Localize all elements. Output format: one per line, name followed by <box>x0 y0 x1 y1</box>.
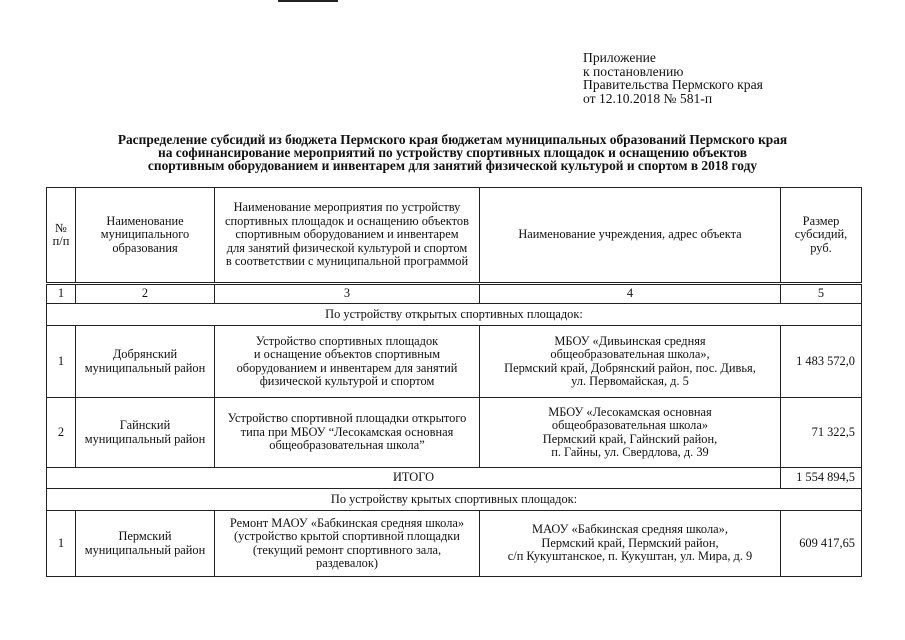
row-institution: МБОУ «Лесокамская основная общеобразовательная школа» Пермский край, Гайнский район, п. Гайны, ул. Свердлова, д. 39 <box>480 398 781 468</box>
section-row <box>47 489 862 511</box>
appendix-line: к постановлению <box>583 63 684 79</box>
row-municipality: Гайнский муниципальный район <box>76 398 215 468</box>
row-municipality: Пермский муниципальный район <box>76 511 215 577</box>
table-header-row <box>47 188 862 284</box>
section-closed-label: По устройству крытых спортивных площадок: <box>47 489 862 511</box>
row-activity: Ремонт МАОУ «Бабкинская средняя школа» (устройство крытой спортивной площадки (текущий ремонт спортивного зала, раздевалок) <box>215 511 480 577</box>
table-row <box>47 511 862 577</box>
row-institution: МБОУ «Дивьинская средняя общеобразовательная школа», Пермский край, Добрянский район, пос. Дивья, ул. Первомайская, д. 5 <box>480 326 781 398</box>
total-row <box>47 468 862 489</box>
row-amount: 71 322,5 <box>781 398 862 468</box>
row-institution: МАОУ «Бабкинская средняя школа», Пермский край, Пермский район, с/п Кукуштанское, п. Кукуштан, ул. Мира, д. 9 <box>480 511 781 577</box>
total-label: ИТОГО <box>47 468 781 489</box>
header-institution: Наименование учреждения, адрес объекта <box>480 188 781 284</box>
row-num: 2 <box>47 398 76 468</box>
table-row <box>47 326 862 398</box>
row-num: 1 <box>47 511 76 577</box>
document-title <box>30 133 875 173</box>
header-activity: Наименование мероприятия по устройству спортивных площадок и оснащению объектов спортивным оборудованием и инвентарем для занятий физической культурой и спортом в соответствии с муниципальной программой <box>215 188 480 284</box>
row-amount: 609 417,65 <box>781 511 862 577</box>
total-amount: 1 554 894,5 <box>781 468 862 489</box>
appendix-line: Правительства Пермского края <box>583 77 763 92</box>
column-number: 5 <box>781 284 862 304</box>
column-number: 4 <box>480 284 781 304</box>
column-number-row <box>47 284 862 304</box>
row-municipality: Добрянский муниципальный район <box>76 326 215 398</box>
subsidy-table <box>46 187 862 577</box>
row-activity: Устройство спортивной площадки открытого типа при МБОУ “Лесокамская основная общеобразовательная школа” <box>215 398 480 468</box>
appendix-line: Приложение <box>583 50 656 65</box>
title-line: на софинансирование мероприятий по устройству спортивных площадок и оснащению объектов <box>158 145 747 161</box>
header-num: № п/п <box>47 188 76 284</box>
row-num: 1 <box>47 326 76 398</box>
appendix-header <box>583 51 763 105</box>
section-open-label: По устройству открытых спортивных площадок: <box>47 304 862 326</box>
column-number: 2 <box>76 284 215 304</box>
appendix-line: от 12.10.2018 № 581-п <box>583 90 713 106</box>
row-activity: Устройство спортивных площадок и оснащение объектов спортивным оборудованием и инвентарем для занятий физической культурой и спортом <box>215 326 480 398</box>
column-number: 3 <box>215 284 480 304</box>
column-number: 1 <box>47 284 76 304</box>
header-amount: Размер субсидий, руб. <box>781 188 862 284</box>
header-municipality: Наименование муниципального образования <box>76 188 215 284</box>
title-line: Распределение субсидий из бюджета Пермского края бюджетам муниципальных образований Пермского края <box>117 132 788 147</box>
row-amount: 1 483 572,0 <box>781 326 862 398</box>
title-line: спортивным оборудованием и инвентарем для занятий физической культурой и спортом в 2018 году <box>147 158 758 174</box>
scan-top-mark <box>278 0 338 2</box>
section-row <box>47 304 862 326</box>
table-row <box>47 398 862 468</box>
